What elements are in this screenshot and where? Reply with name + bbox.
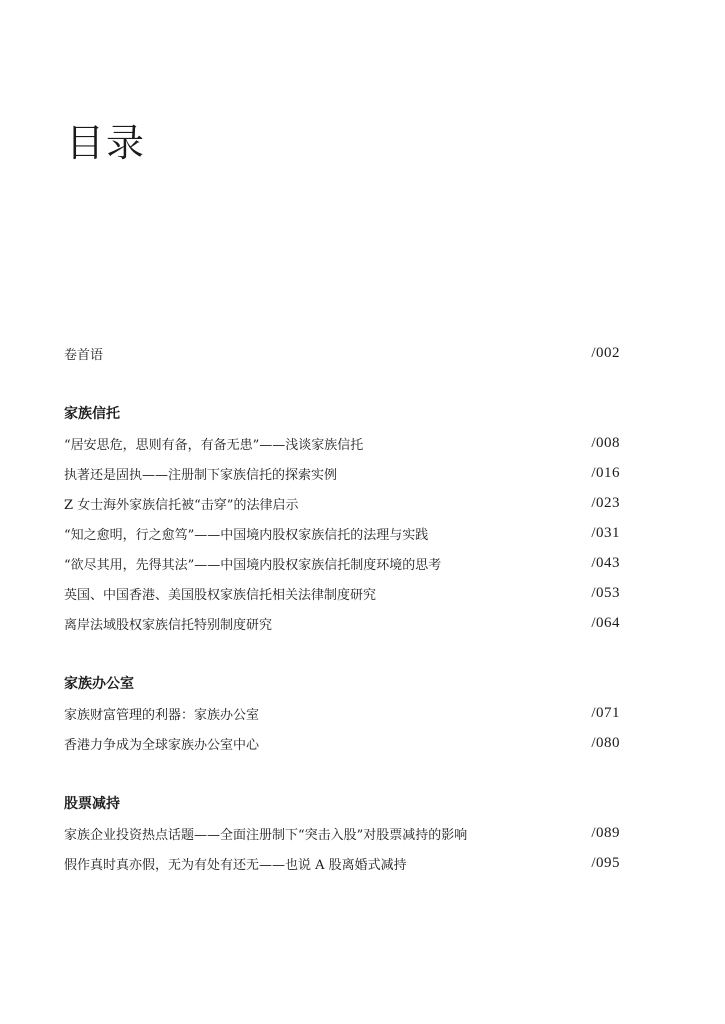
toc-entry-title: “欲尽其用，先得其法”——中国境内股权家族信托制度环境的思考 bbox=[64, 557, 442, 573]
toc-entry-title: “知之愈明，行之愈笃”——中国境内股权家族信托的法理与实践 bbox=[64, 527, 429, 543]
toc-entry-title: Z 女士海外家族信托被“击穿”的法律启示 bbox=[64, 497, 299, 513]
toc-entry-title: 家族企业投资热点话题——全面注册制下“突击入股”对股票减持的影响 bbox=[64, 827, 468, 843]
toc-entry-page: /008 bbox=[591, 434, 620, 451]
toc-entry-title: 执著还是固执——注册制下家族信托的探索实例 bbox=[64, 467, 338, 483]
toc-entry[interactable] bbox=[64, 848, 620, 878]
page-title: 目录 bbox=[66, 121, 147, 165]
toc-entry-page: /016 bbox=[591, 464, 620, 481]
toc-entry-title: 卷首语 bbox=[64, 347, 104, 363]
toc-entry-page: /095 bbox=[591, 854, 620, 871]
section-heading: 家族信托 bbox=[64, 406, 120, 422]
toc-entry-page: /071 bbox=[591, 704, 620, 721]
toc-entry[interactable] bbox=[64, 818, 620, 848]
toc-entry[interactable] bbox=[64, 548, 620, 578]
toc-entry[interactable] bbox=[64, 458, 620, 488]
toc-entry-title: 假作真时真亦假，无为有处有还无——也说 A 股离婚式减持 bbox=[64, 857, 407, 873]
toc-entry-page: /031 bbox=[591, 524, 620, 541]
toc-entry-title: 家族财富管理的利器：家族办公室 bbox=[64, 707, 260, 723]
toc-entry[interactable] bbox=[64, 518, 620, 548]
toc-entry-page: /043 bbox=[591, 554, 620, 571]
toc-entry[interactable] bbox=[64, 608, 620, 638]
toc-entry[interactable] bbox=[64, 698, 620, 728]
toc-entry[interactable] bbox=[64, 728, 620, 758]
toc-entry-title: 英国、中国香港、美国股权家族信托相关法律制度研究 bbox=[64, 587, 377, 603]
toc-entry-page: /080 bbox=[591, 734, 620, 751]
toc-entry[interactable] bbox=[64, 428, 620, 458]
section-heading: 股票减持 bbox=[64, 796, 120, 812]
toc-entry-title: 离岸法域股权家族信托特别制度研究 bbox=[64, 617, 273, 633]
toc-entry-page: /053 bbox=[591, 584, 620, 601]
toc-entry[interactable] bbox=[64, 578, 620, 608]
table-of-contents bbox=[64, 338, 620, 878]
toc-entry-page: /089 bbox=[591, 824, 620, 841]
toc-entry-page: /023 bbox=[591, 494, 620, 511]
toc-entry-intro[interactable] bbox=[64, 338, 620, 368]
toc-entry-page: /002 bbox=[591, 344, 620, 361]
toc-entry-title: 香港力争成为全球家族办公室中心 bbox=[64, 737, 260, 753]
section-heading: 家族办公室 bbox=[64, 676, 134, 692]
toc-entry-page: /064 bbox=[591, 614, 620, 631]
toc-sections bbox=[64, 398, 620, 878]
toc-entry[interactable] bbox=[64, 488, 620, 518]
toc-entry-title: “居安思危，思则有备，有备无患”——浅谈家族信托 bbox=[64, 437, 364, 453]
